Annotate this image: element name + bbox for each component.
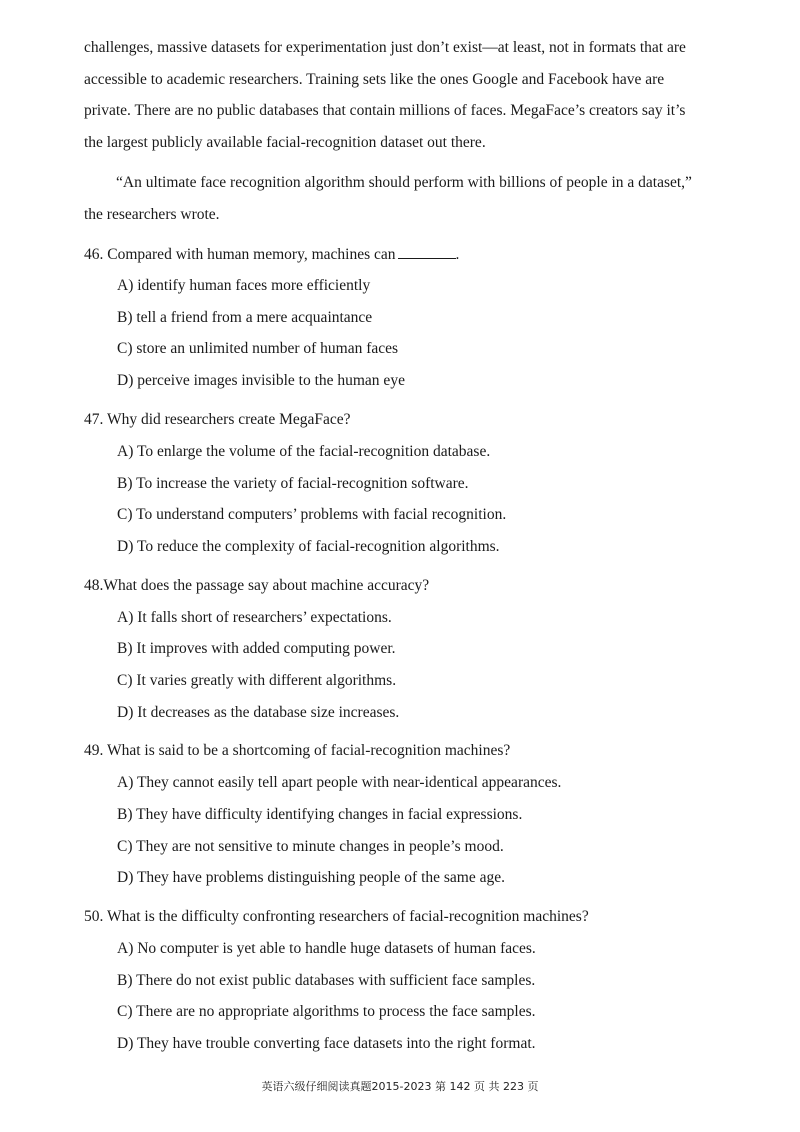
question-46-option-b: B) tell a friend from a mere acquaintance xyxy=(117,309,373,326)
question-50-option-d: D) They have trouble converting face datasets into the right format. xyxy=(117,1035,536,1052)
question-48-option-b: B) It improves with added computing power. xyxy=(117,640,396,657)
passage-line: the largest publicly available facial-recognition dataset out there. xyxy=(84,133,486,151)
question-48-option-d: D) It decreases as the database size increases. xyxy=(117,704,400,721)
question-46-stem: 46. Compared with human memory, machines can . xyxy=(84,246,460,263)
question-50-option-b: B) There do not exist public databases with sufficient face samples. xyxy=(117,972,536,989)
question-47-option-c: C) To understand computers’ problems with facial recognition. xyxy=(117,506,507,523)
question-49-option-d: D) They have problems distinguishing people of the same age. xyxy=(117,869,505,886)
question-46-option-a: A) identify human faces more efficiently xyxy=(117,277,371,294)
question-48-stem: 48.What does the passage say about machine accuracy? xyxy=(84,577,430,594)
question-47-stem: 47. Why did researchers create MegaFace? xyxy=(84,411,351,428)
answer-blank xyxy=(398,244,456,259)
page-footer: 英语六级仔细阅读真题2015-2023 第 142 页 共 223 页 xyxy=(261,1080,539,1093)
question-50-stem: 50. What is the difficulty confronting researchers of facial-recognition machines? xyxy=(84,908,589,925)
question-49-option-b: B) They have difficulty identifying changes in facial expressions. xyxy=(117,806,523,823)
question-49-option-c: C) They are not sensitive to minute changes in people’s mood. xyxy=(117,838,504,855)
passage-line: private. There are no public databases that contain millions of faces. MegaFace’s creators say it’s xyxy=(84,102,686,119)
passage-paragraph xyxy=(84,32,718,158)
passage-quote-paragraph xyxy=(84,167,718,230)
question-49-stem: 49. What is said to be a shortcoming of facial-recognition machines? xyxy=(84,742,511,759)
passage-line: challenges, massive datasets for experimentation just don’t exist—at least, not in formats that are xyxy=(84,39,686,56)
question-47-option-a: A) To enlarge the volume of the facial-recognition database. xyxy=(117,443,491,460)
passage-line: the researchers wrote. xyxy=(84,205,220,223)
question-50-option-a: A) No computer is yet able to handle huge datasets of human faces. xyxy=(117,940,536,957)
question-48-option-c: C) It varies greatly with different algorithms. xyxy=(117,672,397,689)
question-47-option-d: D) To reduce the complexity of facial-recognition algorithms. xyxy=(117,538,500,555)
question-50-option-c: C) There are no appropriate algorithms to process the face samples. xyxy=(117,1003,536,1020)
question-46-option-c: C) store an unlimited number of human faces xyxy=(117,340,399,357)
passage-line: accessible to academic researchers. Training sets like the ones Google and Facebook have are xyxy=(84,70,665,88)
question-47-option-b: B) To increase the variety of facial-recognition software. xyxy=(117,475,469,492)
question-48-option-a: A) It falls short of researchers’ expectations. xyxy=(117,609,392,626)
question-49-option-a: A) They cannot easily tell apart people with near-identical appearances. xyxy=(117,774,562,791)
passage-line: “An ultimate face recognition algorithm should perform with billions of people in a dataset,” xyxy=(116,174,692,191)
question-46-option-d: D) perceive images invisible to the human eye xyxy=(117,372,405,389)
